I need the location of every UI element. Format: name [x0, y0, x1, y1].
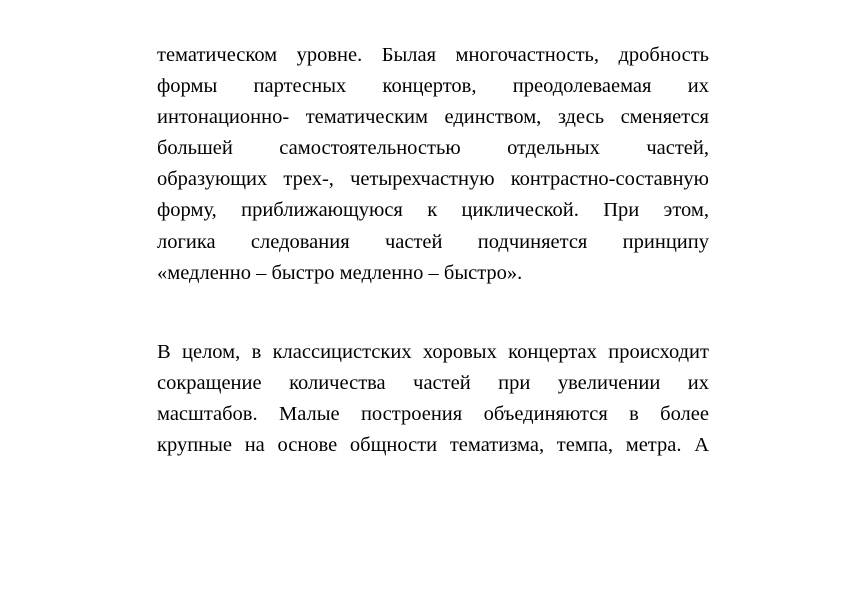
text-line: крупные на основе общности тематизма, темпа, метра. А — [157, 434, 709, 457]
paragraph-2 — [157, 337, 709, 461]
text-line: форму, приближающуюся к циклической. При этом, — [157, 199, 709, 222]
text-line: «медленно – быстро медленно – быстро». — [157, 261, 523, 284]
text-line: большей самостоятельностью отдельных частей, — [157, 137, 709, 160]
text-line: интонационно- тематическим единством, здесь сменяется — [157, 106, 709, 129]
text-line: тематическом уровне. Былая многочастность, дробность — [157, 44, 709, 66]
text-line: логика следования частей подчиняется принципу — [157, 230, 709, 253]
text-line: формы партесных концертов, преодолеваемая их — [157, 75, 709, 98]
text-line: образующих трех-, четырехчастную контрастно-составную — [157, 168, 709, 191]
text-line: сокращение количества частей при увеличении их — [157, 372, 709, 395]
text-line: В целом, в классицистских хоровых концертах происходит — [157, 341, 709, 363]
paragraph-1 — [157, 40, 709, 289]
text-line: масштабов. Малые построения объединяются в более — [157, 403, 709, 426]
